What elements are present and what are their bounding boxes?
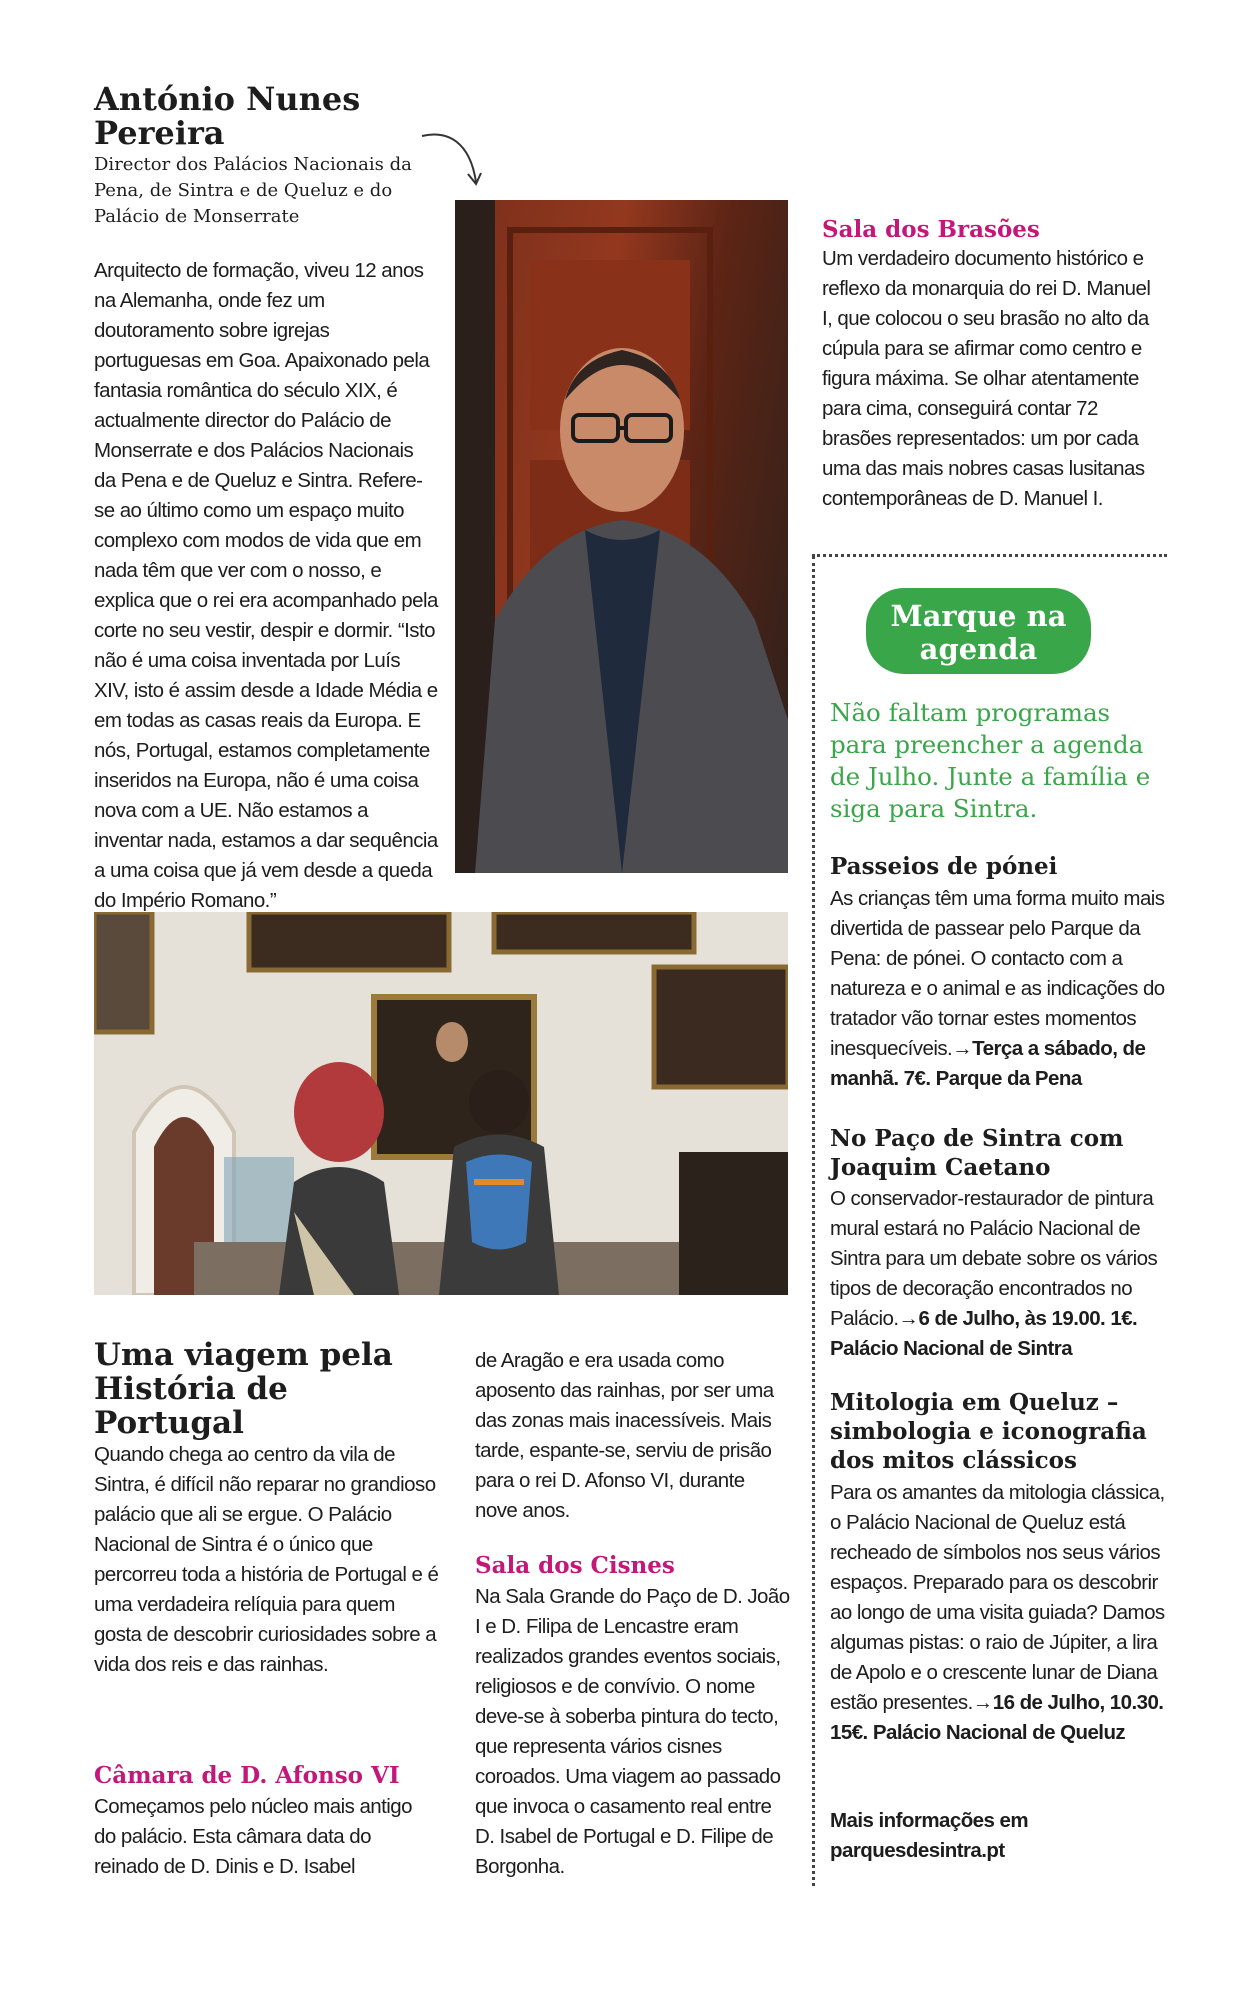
event-title: Passeios de pónei (830, 853, 1058, 880)
event-description (830, 884, 1175, 1094)
arrow-right-icon: → (952, 1037, 973, 1060)
divider-vertical (812, 556, 815, 1886)
gallery-illustration (94, 912, 788, 1295)
event-title: Mitologia em Queluz – simbologia e iconografia dos mitos clássicos (830, 1389, 1147, 1474)
event-info: 16 de Julho, 10.30. 15€. Palácio Nacional de Queluz (830, 1691, 1164, 1744)
event-info: 6 de Julho, às 19.00. 1€. Palácio Nacional de Sintra (830, 1307, 1138, 1360)
curved-arrow-icon (418, 128, 486, 194)
portrait-photo (455, 200, 788, 873)
divider-horizontal (812, 554, 1167, 557)
arrow-right-icon: → (972, 1691, 993, 1714)
event-info: Terça a sábado, de manhã. 7€. Parque da Pena (830, 1037, 1146, 1090)
agenda-badge: Marque na agenda (866, 588, 1091, 674)
event-text: As crianças têm uma forma muito mais divertida de passear pelo Parque da Pena: de pónei. O contacto com a natureza e o animal e as indicações do tratador vão tornar estes momentos inesquecíveis. (830, 887, 1165, 1060)
profile-bio: Arquitecto de formação, viveu 12 anos na Alemanha, onde fez um doutoramento sobre igrejas portuguesas em Goa. Apaixonado pela fantasia romântica do século XIX, é actualmente director do Palácio de Monserrate e dos Palácios Nacionais da Pena e de Queluz e Sintra. Refere-se ao último como um espaço muito complexo com modos de vida que em nada têm que ver com o nosso, e explica que o rei era acompanhado pela corte no seu vestir, despir e dormir. “Isto não é uma coisa inventada por Luís XIV, isto é assim desde a Idade Média e em todas as casas reais da Europa. E nós, Portugal, estamos completamente inseridos na Europa, não é uma coisa nova com a UE. Não estamos a inventar nada, estamos a dar sequência a uma coisa que já vem desde a queda do Império Romano.” (94, 259, 438, 912)
profile-name: António Nunes Pereira (94, 80, 361, 152)
sala-brasoes-title: Sala dos Brasões (822, 216, 1040, 243)
event-description (830, 1478, 1175, 1748)
camara-text-part1: Começamos pelo núcleo mais antigo do palácio. Esta câmara data do reinado de D. Dinis e D. Isabel (94, 1795, 412, 1878)
sala-brasoes-text: Um verdadeiro documento histórico e reflexo da monarquia do rei D. Manuel I, que colocou o seu brasão no alto da cúpula para se afirmar como centro e figura máxima. Se olhar atentamente para cima, conseguirá contar 72 brasões representados: um por cada uma das mais nobres casas lusitanas contemporâneas de D. Manuel I. (822, 247, 1151, 510)
event-description (830, 1184, 1175, 1364)
event-text: O conservador-restaurador de pintura mural estará no Palácio Nacional de Sintra para um debate sobre os vários tipos de decoração encontrados no Palácio. (830, 1187, 1158, 1330)
camara-text-part2: de Aragão e era usada como aposento das rainhas, por ser uma das zonas mais inacessíveis. Mais tarde, espante-se, serviu de prisão para o rei D. Afonso VI, durante nove anos. (475, 1349, 774, 1522)
article-title: Uma viagem pela História de Portugal (94, 1337, 393, 1441)
profile-role: Director dos Palácios Nacionais da Pena, de Sintra e de Queluz e do Palácio de Monserrate (94, 154, 412, 227)
event-text: Para os amantes da mitologia clássica, o Palácio Nacional de Queluz está recheado de símbolos nos seus vários espaços. Preparado para os descobrir ao longo de uma visita guiada? Damos algumas pistas: o raio de Júpiter, a lira de Apolo e o crescente lunar de Diana estão presentes. (830, 1481, 1165, 1714)
article-intro: Quando chega ao centro da vila de Sintra, é difícil não reparar no grandioso palácio que ali se ergue. O Palácio Nacional de Sintra é o único que percorreu toda a história de Portugal e é uma verdadeira relíquia para quem gosta de descobrir curiosidades sobre a vida dos reis e das rainhas. (94, 1443, 439, 1676)
arrow-right-icon: → (898, 1307, 919, 1330)
agenda-intro: Não faltam programas para preencher a agenda de Julho. Junte a família e siga para Sintra. (830, 698, 1151, 823)
gallery-photo (94, 912, 788, 1295)
event-title: No Paço de Sintra com Joaquim Caetano (830, 1125, 1124, 1181)
sala-cisnes-text: Na Sala Grande do Paço de D. João I e D. Filipa de Lencastre eram realizados grandes eventos sociais, religiosos e de convívio. O nome deve-se à soberba pintura do tecto, que representa vários cisnes coroados. Uma viagem ao passado que invoca o casamento real entre D. Isabel de Portugal e D. Filipe de Borgonha. (475, 1585, 790, 1878)
portrait-illustration (455, 200, 788, 873)
sala-cisnes-title: Sala dos Cisnes (475, 1552, 675, 1579)
camara-title: Câmara de D. Afonso VI (94, 1762, 400, 1789)
more-info: Mais informações em parquesdesintra.pt (830, 1809, 1029, 1862)
